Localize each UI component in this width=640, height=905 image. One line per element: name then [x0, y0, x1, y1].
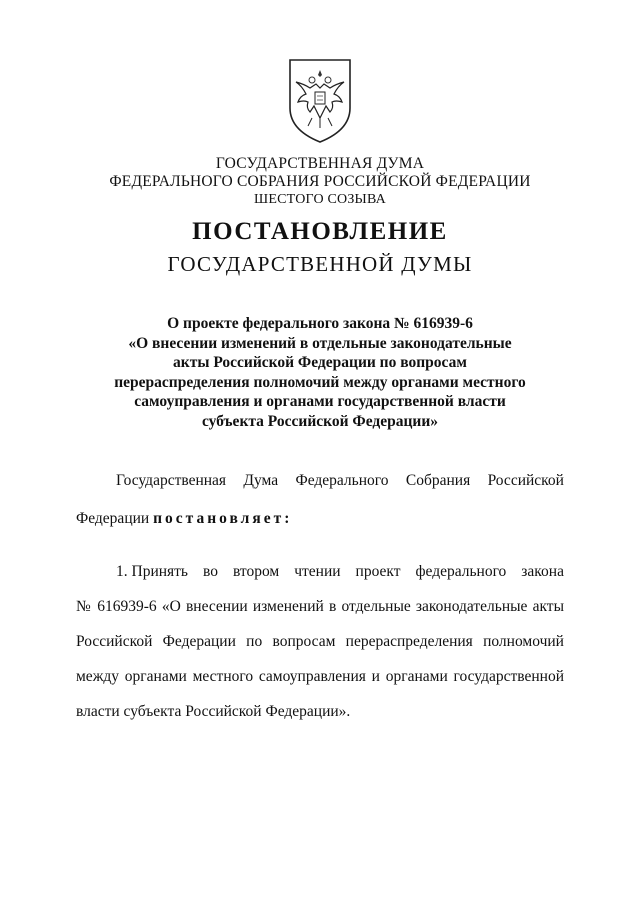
- document-subtitle: ГОСУДАРСТВЕННОЙ ДУМЫ: [167, 252, 473, 276]
- preamble-word: Дума: [243, 472, 279, 489]
- header-line-1: ГОСУДАРСТВЕННАЯ ДУМА: [215, 155, 425, 172]
- item-1-word: федерального: [415, 563, 507, 580]
- item-1-word: Федерации: [162, 633, 236, 650]
- preamble-word: Федерального: [295, 472, 389, 489]
- item-1-line-1: [116, 563, 564, 581]
- preamble-federation: Федерации: [76, 510, 150, 527]
- item-1-word: по: [246, 633, 263, 650]
- subject-line: О проекте федерального закона № 616939-6: [167, 315, 473, 332]
- preamble-word: Собрания: [405, 472, 471, 489]
- preamble-word: Государственная: [116, 472, 227, 489]
- subject-line: самоуправления и органами государственной власти: [134, 393, 506, 410]
- item-1-word: закона: [521, 563, 564, 580]
- preamble-word: Российской: [487, 472, 564, 489]
- subject-line: перераспределения полномочий между органами местного: [114, 373, 526, 391]
- preamble-line-1: [116, 472, 564, 490]
- subject-line: субъекта Российской Федерации»: [201, 412, 439, 430]
- header-line-2: ФЕДЕРАЛЬНОГО СОБРАНИЯ РОССИЙСКОЙ ФЕДЕРАЦИИ: [109, 173, 531, 190]
- item-1-word: вопросам: [272, 633, 336, 650]
- item-1-word: Российской: [76, 633, 153, 650]
- item-1-word: полномочий: [483, 633, 564, 650]
- resolves-word: постановляет:: [153, 510, 293, 527]
- item-1-word: во: [203, 563, 218, 580]
- item-1-line-5: власти субъекта Российской Федерации».: [76, 703, 351, 720]
- preamble-line-2: [76, 510, 292, 528]
- item-1-word: чтении: [294, 563, 341, 580]
- parliament-header: [0, 155, 640, 209]
- document-title: ПОСТАНОВЛЕНИЕ: [192, 218, 448, 245]
- item-1-word: проект: [355, 563, 401, 580]
- subject-line: «О внесении изменений в отдельные законодательные: [128, 334, 512, 352]
- item-1-line-2: № 616939-6 «О внесении изменений в отдельные законодательные акты: [76, 598, 564, 615]
- coat-of-arms-emblem: [284, 56, 356, 144]
- item-1-line-4: между органами местного самоуправления и органами государственной: [76, 668, 564, 685]
- subject-block: [0, 314, 640, 431]
- item-1-word: 1. Принять: [116, 563, 189, 580]
- header-line-3: ШЕСТОГО СОЗЫВА: [254, 192, 386, 207]
- item-1-word: втором: [232, 563, 280, 580]
- subject-line: акты Российской Федерации по вопросам: [173, 354, 467, 371]
- item-1-word: перераспределения: [345, 633, 473, 650]
- item-1-line-3: [76, 633, 564, 651]
